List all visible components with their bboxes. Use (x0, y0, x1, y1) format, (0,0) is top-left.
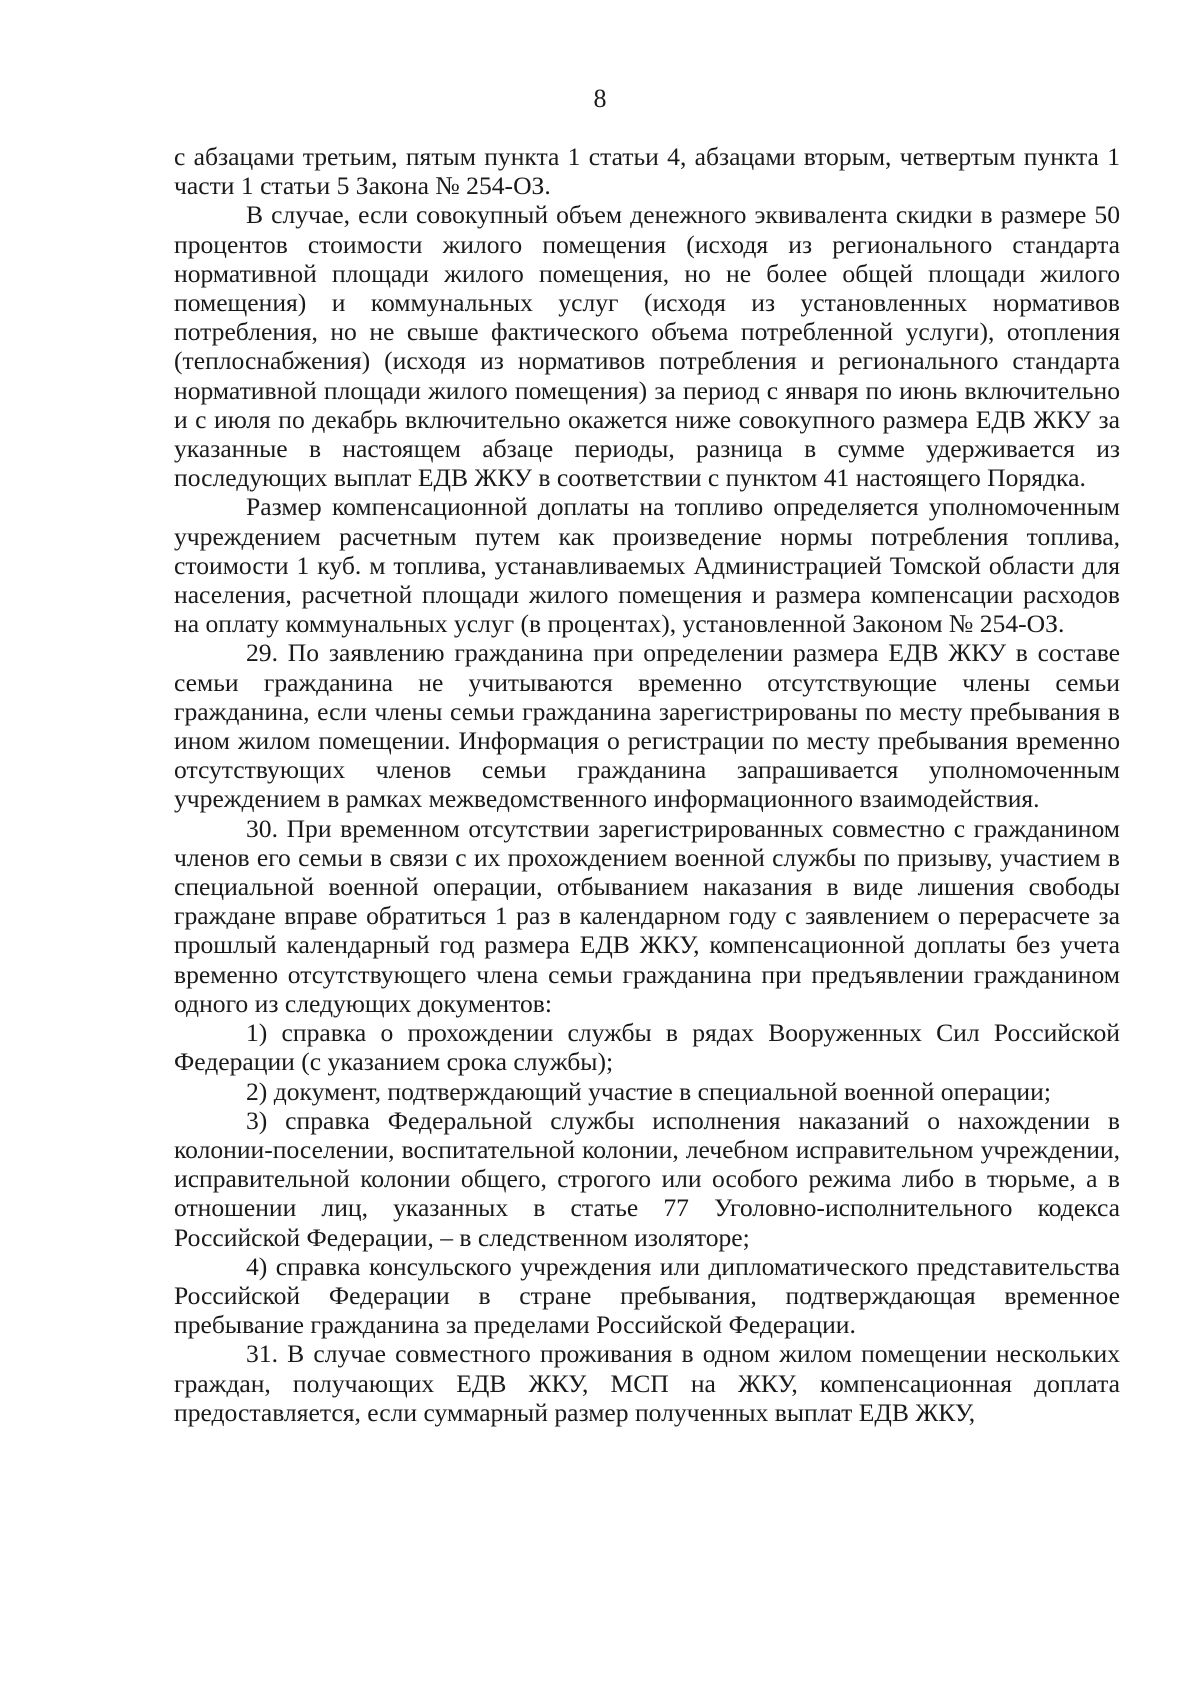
document-body (174, 142, 1120, 1427)
paragraph-fuel-compensation: Размер компенсационной доплаты на топливо определяется уполномоченным учреждением расчетным путем как произведение нормы потребления топлива, стоимости 1 куб. м топлива, устанавливаемых Администрацией Томской области для населения, расчетной площади жилого помещения и размера компенсации расходов на оплату коммунальных услуг (в процентах), установленной Законом № 254-ОЗ. (174, 492, 1120, 639)
list-item-3: 3) справка Федеральной службы исполнения наказаний о нахождении в колонии-поселении, воспитательной колонии, лечебном исправительном учреждении, исправительной колонии общего, строгого или особого режима либо в тюрьме, а в отношении лиц, указанных в статье 77 Уголовно-исполнительного кодекса Российской Федерации, – в следственном изоляторе; (174, 1105, 1120, 1252)
paragraph-item-30: 30. При временном отсутствии зарегистрированных совместно с гражданином членов его семьи в связи с их прохождением военной службы по призыву, участием в специальной военной операции, отбыванием наказания в виде лишения свободы граждане вправе обратиться 1 раз в календарном году с заявлением о перерасчете за прошлый календарный год размера ЕДВ ЖКУ, компенсационной доплаты без учета временно отсутствующего члена семьи гражданина при предъявлении гражданином одного из следующих документов: (174, 813, 1120, 1018)
list-item-4: 4) справка консульского учреждения или дипломатического представительства Российской Федерации в стране пребывания, подтверждающая временное пребывание гражданина за пределами Российской Федерации. (174, 1251, 1120, 1340)
paragraph-continuation: с абзацами третьим, пятым пункта 1 статьи 4, абзацами вторым, четвертым пункта 1 части 1 статьи 5 Закона № 254-ОЗ. (174, 142, 1120, 201)
paragraph-edv-discount-difference: В случае, если совокупный объем денежного эквивалента скидки в размере 50 процентов стоимости жилого помещения (исходя из регионального стандарта нормативной площади жилого помещения, но не более общей площади жилого помещения) и коммунальных услуг (исходя из установленных нормативов потребления, но не свыше фактического объема потребленной услуги), отопления (теплоснабжения) (исходя из нормативов потребления и регионального стандарта нормативной площади жилого помещения) за период с января по июнь включительно и с июля по декабрь включительно окажется ниже совокупного размера ЕДВ ЖКУ за указанные в настоящем абзаце периоды, разница в сумме удерживается из последующих выплат ЕДВ ЖКУ в соответствии с пунктом 41 настоящего Порядка. (174, 200, 1120, 493)
page-number: 8 (593, 84, 607, 113)
list-item-2: 2) документ, подтверждающий участие в специальной военной операции; (246, 1076, 1051, 1106)
paragraph-item-29: 29. По заявлению гражданина при определении размера ЕДВ ЖКУ в составе семьи гражданина не учитываются временно отсутствующие члены семьи гражданина, если члены семьи гражданина зарегистрированы по месту пребывания в ином жилом помещении. Информация о регистрации по месту пребывания временно отсутствующих членов семьи гражданина запрашивается уполномоченным учреждением в рамках межведомственного информационного взаимодействия. (174, 638, 1120, 814)
list-item-1: 1) справка о прохождении службы в рядах Вооруженных Сил Российской Федерации (с указанием срока службы); (174, 1018, 1120, 1077)
paragraph-item-31: 31. В случае совместного проживания в одном жилом помещении нескольких граждан, получающих ЕДВ ЖКУ, МСП на ЖКУ, компенсационная доплата предоставляется, если суммарный размер полученных выплат ЕДВ ЖКУ, (174, 1339, 1120, 1427)
